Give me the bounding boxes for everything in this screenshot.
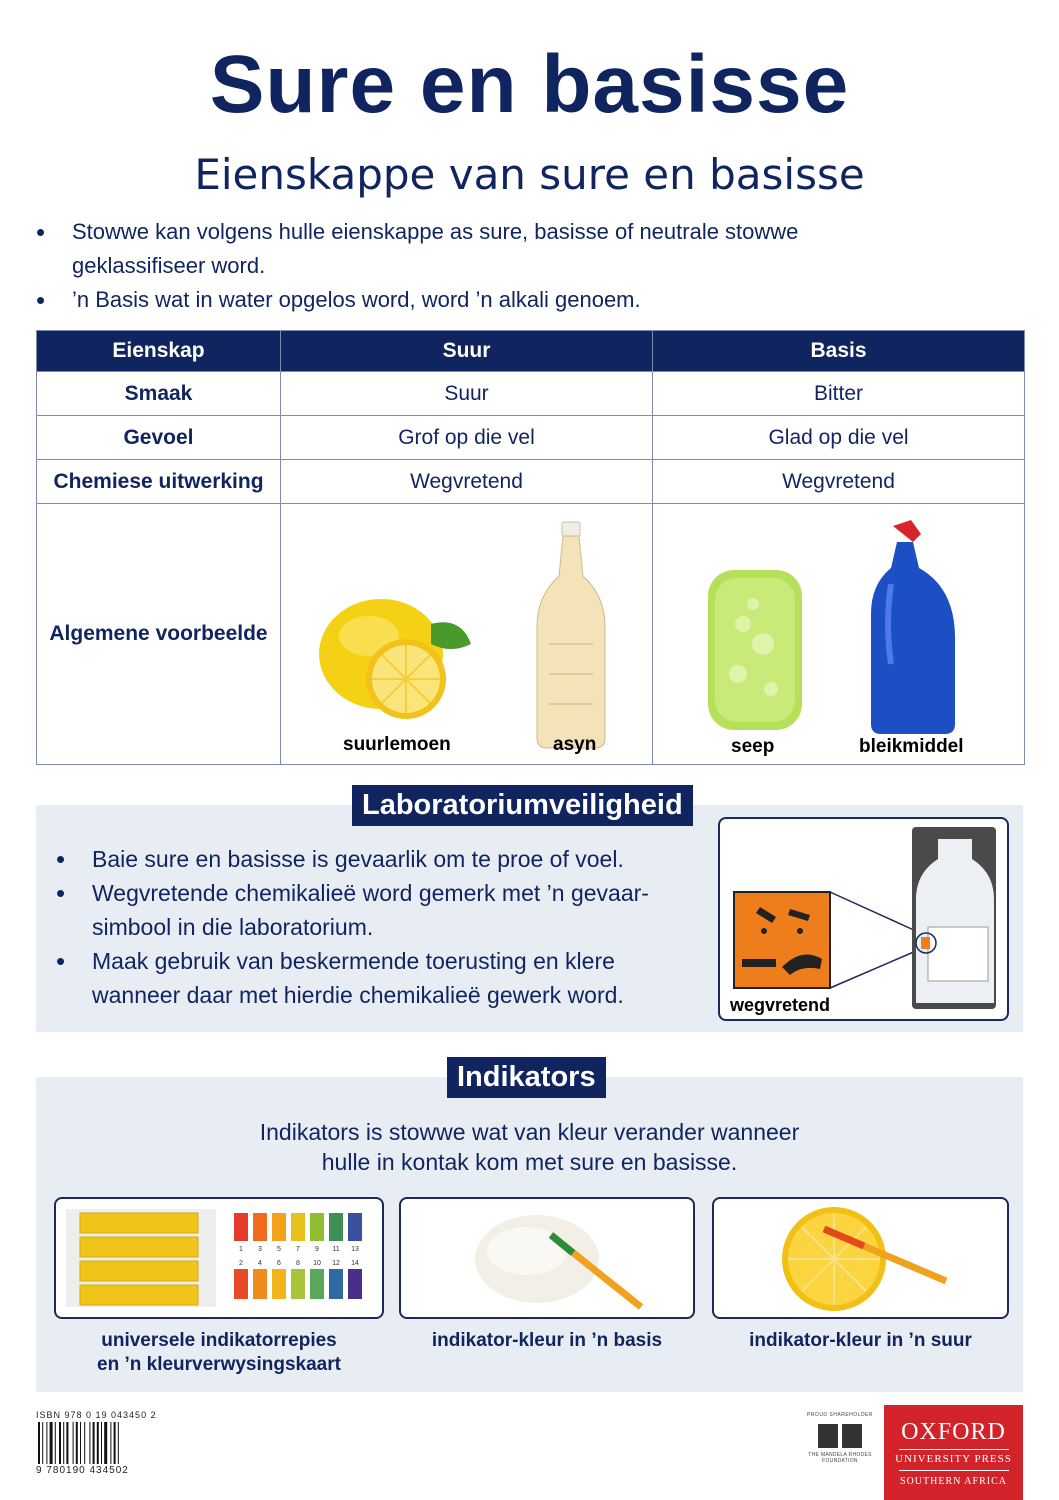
indicators-heading: Indikators [447, 1057, 606, 1098]
barcode-bar [63, 1422, 64, 1464]
ph-number: 14 [351, 1260, 359, 1267]
acid-indicator-caption: indikator-kleur in ’n suur [749, 1330, 972, 1351]
foundation-bottom-text: THE MANDELA RHODES FOUNDATION [808, 1452, 872, 1464]
lab-safety-heading: Laboratoriumveiligheid [352, 785, 693, 826]
barcode-bar [76, 1422, 78, 1464]
row-label: Gevoel [37, 416, 281, 460]
ph-swatch [348, 1269, 362, 1299]
barcode-bar [84, 1422, 85, 1464]
table-row-examples [37, 504, 1025, 765]
ph-swatch [310, 1213, 324, 1241]
indicator-strips-illustration [56, 1199, 382, 1317]
base-indicator-frame [399, 1197, 695, 1319]
ph-number: 1 [239, 1246, 243, 1253]
barcode-bar [73, 1422, 74, 1464]
table-cell: Glad op die vel [653, 416, 1025, 460]
acid-examples-cell [281, 504, 653, 765]
intro-list [36, 215, 916, 317]
page-title: Sure en basisse [209, 39, 850, 130]
barcode-bar [50, 1422, 53, 1464]
chemical-bottle-image [912, 827, 996, 1009]
lab-safety-item: • Wegvretende chemikalieë word gemerk met ’n gevaar-simbool in die laboratorium. [56, 876, 696, 944]
corrosive-illustration [720, 819, 1007, 1019]
ph-number: 3 [258, 1246, 262, 1253]
barcode-digits: 9 780190 434502 [36, 1465, 129, 1476]
barcode-bar [114, 1422, 116, 1464]
row-label: Smaak [37, 372, 281, 416]
acid-indicator-frame [712, 1197, 1009, 1319]
ph-swatch [348, 1213, 362, 1241]
foundation-logo [800, 1412, 880, 1464]
lab-safety-item: • Baie sure en basisse is gevaarlik om te proe of voel. [56, 842, 696, 876]
corrosive-hazard-icon [734, 892, 830, 988]
indicator-strips-caption [54, 1329, 384, 1377]
table-cell: Wegvretend [653, 460, 1025, 504]
lab-safety-item: • Maak gebruik van beskermende toerusting en klere wanneer daar met hierdie chemikalieë gewerk word. [56, 944, 696, 1012]
ph-number: 11 [332, 1246, 340, 1253]
ph-swatch [253, 1269, 267, 1299]
table-cell: Suur [281, 372, 653, 416]
caption-line: en ’n kleurverwysingskaart [97, 1354, 341, 1375]
ph-number: 13 [351, 1246, 359, 1253]
oup-text: UNIVERSITY PRESS [895, 1453, 1012, 1465]
indicators-text-line: Indikators is stowwe wat van kleur verander wanneer [259, 1119, 800, 1145]
base-examples-cell [653, 504, 1025, 765]
table-cell: Grof op die vel [281, 416, 653, 460]
ph-number: 9 [315, 1246, 319, 1253]
ph-number: 10 [313, 1260, 321, 1267]
ph-number: 6 [277, 1260, 281, 1267]
ph-number: 12 [332, 1260, 340, 1267]
intro-item: • Stowwe kan volgens hulle eienskappe as sure, basisse of neutrale stowwe geklassifiseer word. [36, 215, 916, 283]
ph-swatch [234, 1213, 248, 1241]
example-caption: suurlemoen [343, 734, 451, 755]
barcode-bar [38, 1422, 40, 1464]
ph-swatch [253, 1213, 267, 1241]
oxford-wordmark: OXFORD [901, 1419, 1006, 1445]
foundation-portraits-icon [818, 1424, 862, 1448]
foundation-top-text: PROUD SHAREHOLDER [806, 1412, 873, 1418]
intro-item: • ’n Basis wat in water opgelos word, word ’n alkali genoem. [36, 283, 916, 317]
bleach-bottle-image [871, 520, 955, 734]
table-cell: Wegvretend [281, 460, 653, 504]
indicators-panel [36, 1077, 1023, 1392]
table-row [37, 416, 1025, 460]
barcode-bar [66, 1422, 68, 1464]
region-text: SOUTHERN AFRICA [900, 1476, 1007, 1487]
ph-swatch [272, 1269, 286, 1299]
lab-safety-list [56, 842, 696, 1012]
oxford-logo [884, 1405, 1023, 1500]
ph-number: 7 [296, 1246, 300, 1253]
table-cell: Bitter [653, 372, 1025, 416]
barcode-bar [110, 1422, 111, 1464]
acid-indicator-illustration [714, 1199, 1007, 1317]
base-indicator-caption: indikator-kleur in ’n basis [431, 1330, 663, 1351]
base-examples-illustration [653, 504, 1023, 760]
base-indicator-illustration [401, 1199, 693, 1317]
table-header-row [37, 331, 1025, 372]
barcode-bar [89, 1422, 90, 1464]
ph-swatch [291, 1213, 305, 1241]
example-caption: bleikmiddel [859, 736, 964, 757]
barcode [38, 1422, 130, 1464]
barcode-bar [55, 1422, 56, 1464]
indicators-text-line: hulle in kontak kom met sure en basisse. [321, 1149, 738, 1175]
vinegar-bottle-image [537, 522, 605, 748]
table-row [37, 460, 1025, 504]
table-row [37, 372, 1025, 416]
row-label: Algemene voorbeelde [37, 504, 281, 765]
indicator-strips-frame [54, 1197, 384, 1319]
properties-table [36, 330, 1025, 765]
barcode-bar [80, 1422, 81, 1464]
barcode-bar [59, 1422, 61, 1464]
caption-line: universele indikatorrepies [101, 1330, 337, 1351]
acid-examples-illustration [281, 504, 651, 760]
soap-image [708, 570, 802, 730]
ph-swatch [291, 1269, 305, 1299]
ph-swatch [234, 1269, 248, 1299]
barcode-bar [42, 1422, 43, 1464]
lab-safety-panel [36, 805, 1023, 1032]
table-header: Suur [281, 331, 653, 372]
barcode-bar [93, 1422, 95, 1464]
table-header: Eienskap [37, 331, 281, 372]
ph-number: 5 [277, 1246, 281, 1253]
barcode-bar [104, 1422, 107, 1464]
isbn-text: ISBN 978 0 19 043450 2 [36, 1410, 157, 1420]
barcode-bar [101, 1422, 102, 1464]
example-caption: asyn [553, 734, 597, 755]
lemon-image [319, 599, 471, 719]
ph-swatch [329, 1213, 343, 1241]
barcode-bar [97, 1422, 99, 1464]
ph-number: 2 [239, 1260, 243, 1267]
indicators-text [36, 1117, 1023, 1177]
ph-swatch [310, 1269, 324, 1299]
ph-number: 8 [296, 1260, 300, 1267]
example-caption: seep [731, 736, 775, 757]
page-subtitle: Eienskappe van sure en basisse [194, 150, 865, 199]
ph-swatch [272, 1213, 286, 1241]
barcode-bar [46, 1422, 47, 1464]
row-label: Chemiese uitwerking [37, 460, 281, 504]
ph-number: 4 [258, 1260, 262, 1267]
barcode-bar [118, 1422, 119, 1464]
corrosive-caption: wegvretend [730, 995, 831, 1015]
corrosive-symbol-frame [718, 817, 1009, 1021]
table-header: Basis [653, 331, 1025, 372]
ph-swatch [329, 1269, 343, 1299]
